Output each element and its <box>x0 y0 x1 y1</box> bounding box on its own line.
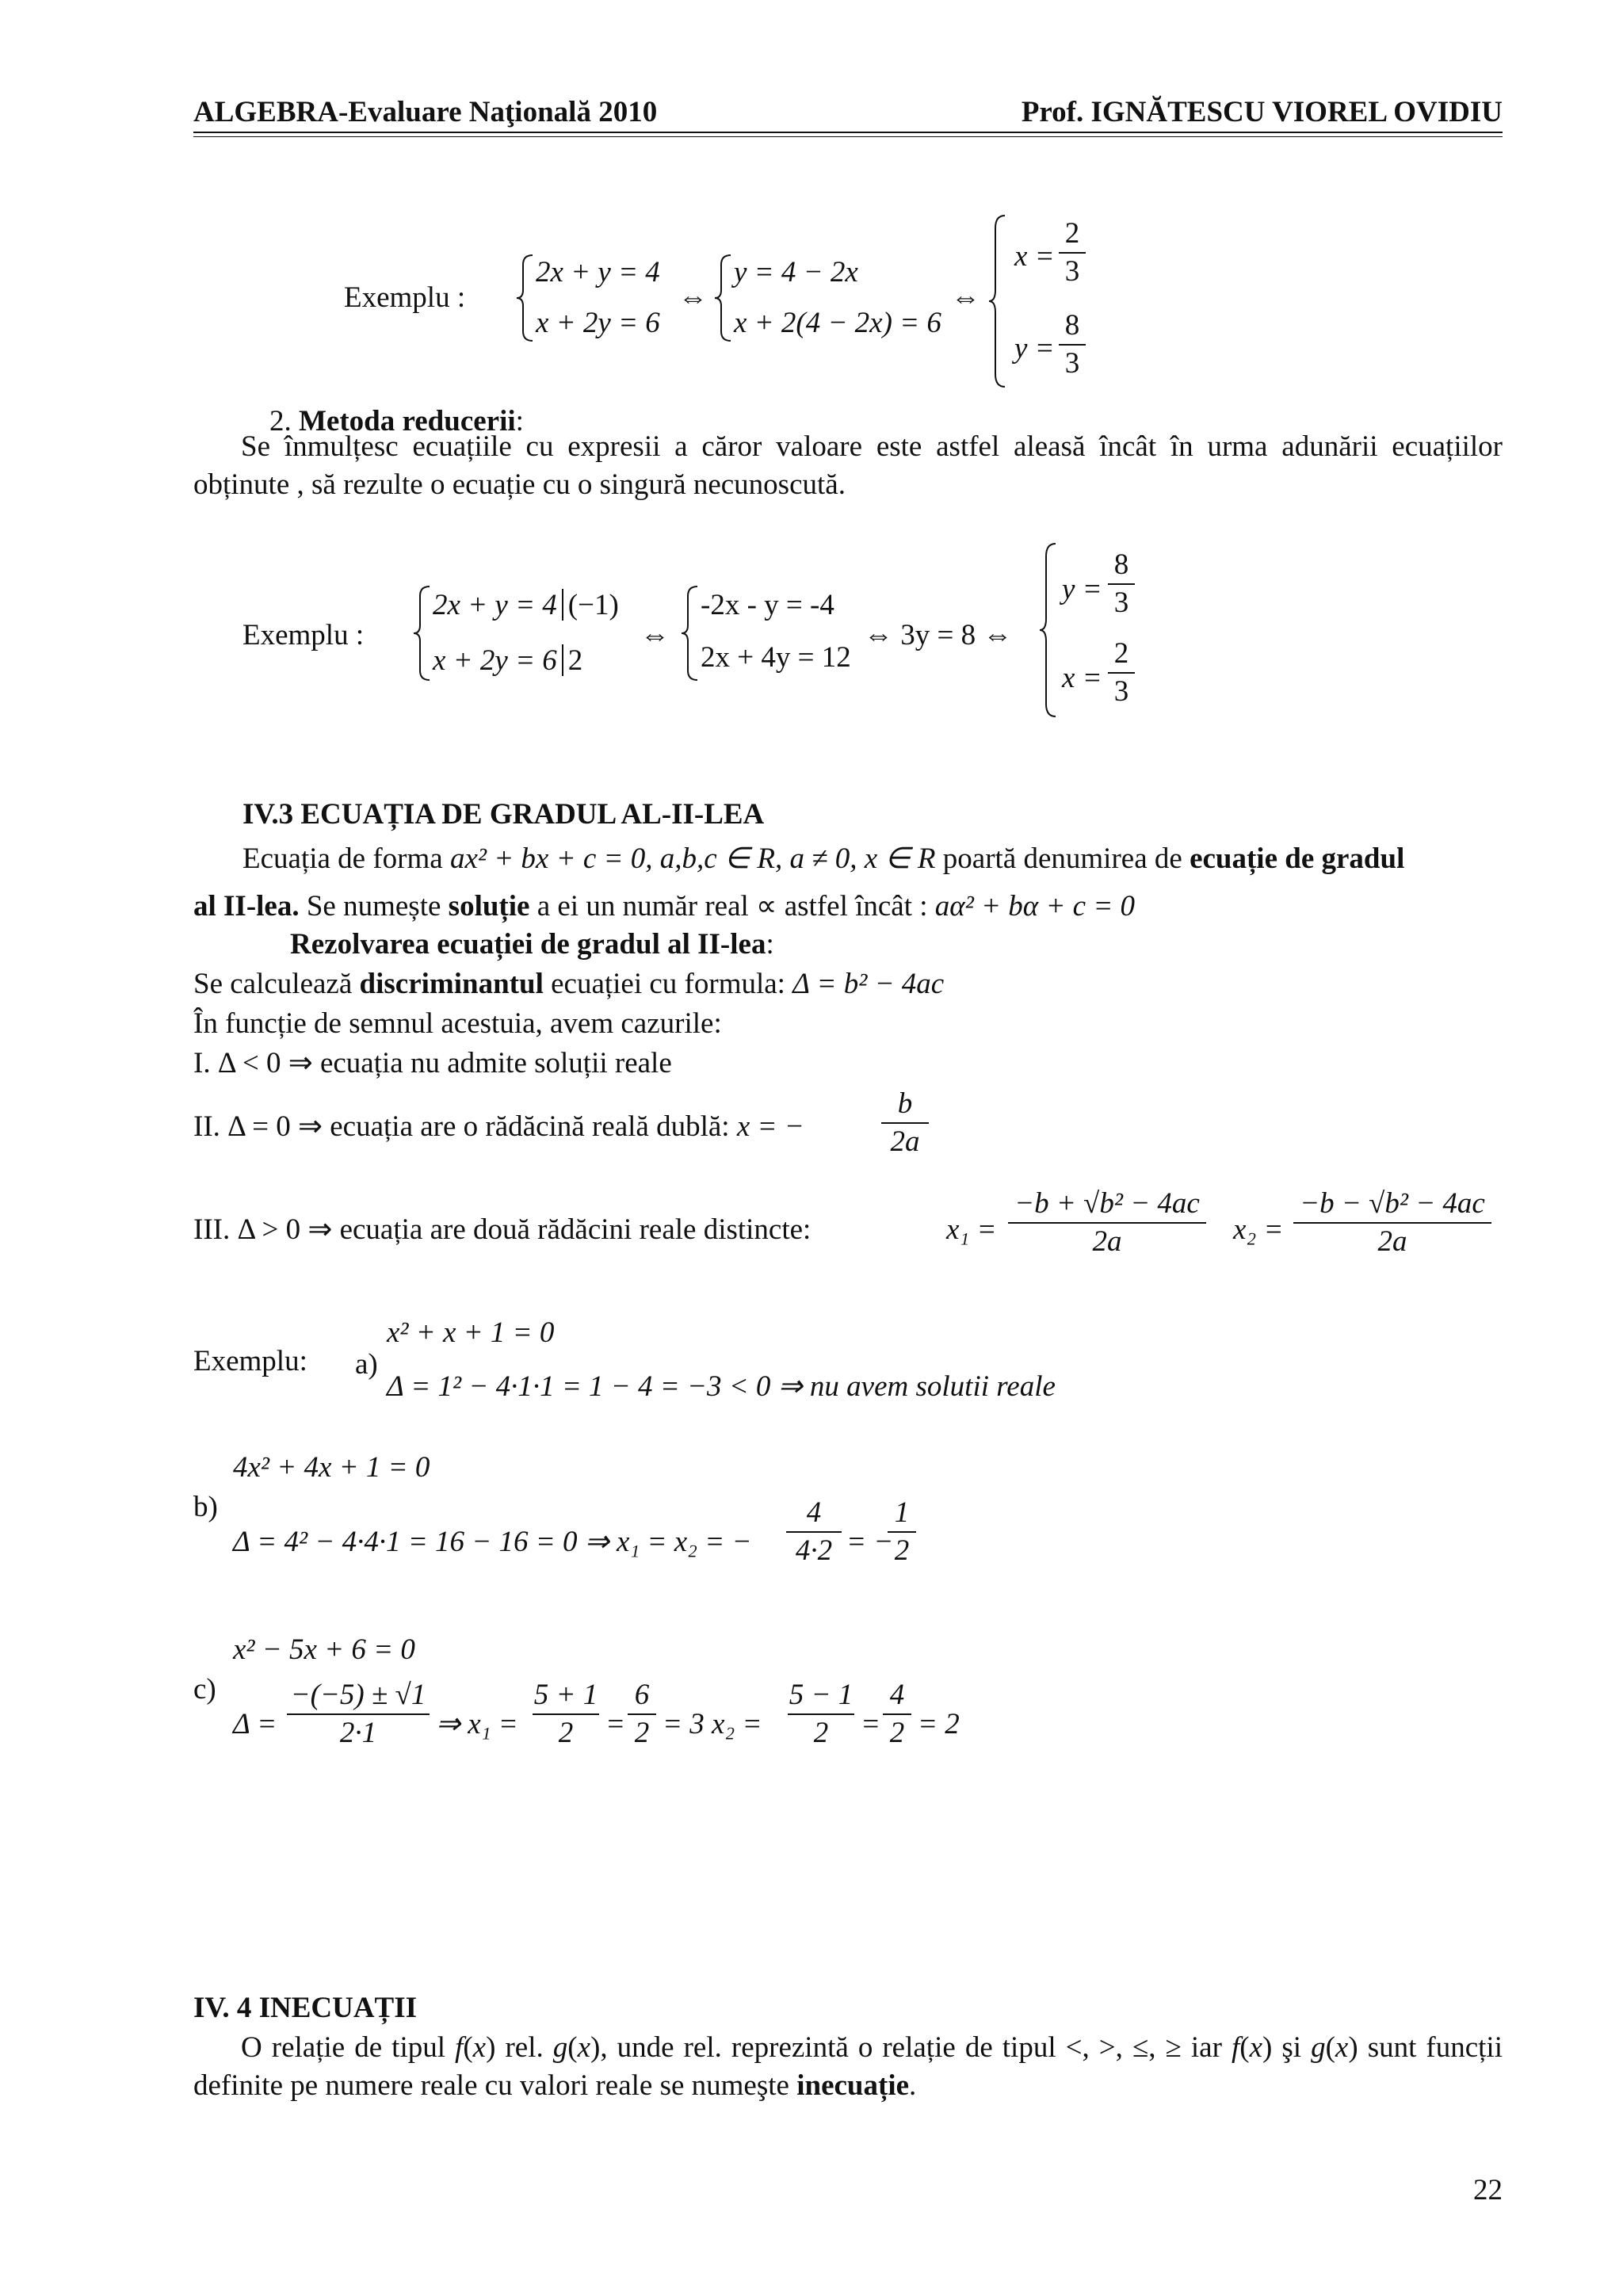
example-c-eq: = <box>605 1708 625 1740</box>
ex2-sys2-eq2: 2x + 4y = 12 <box>701 641 851 674</box>
ex1-sys1-eq1: 2x + y = 4 <box>536 256 660 288</box>
example-c-fraction-4: 4 2 <box>883 1679 911 1750</box>
example-c-fraction-0: −(−5) ± √1 2·1 <box>287 1679 430 1750</box>
header-title: ALGEBRA-Evaluare Naţională 2010 <box>193 96 658 128</box>
equiv-icon: ⇔ <box>951 281 980 314</box>
case3-x1-lhs: x₁ = <box>946 1213 997 1246</box>
ex1-sol-x-lhs: x = <box>1014 240 1055 273</box>
example-c-label: c) <box>193 1673 216 1706</box>
example-c-res2: = 2 <box>918 1708 960 1740</box>
example-c-equation: x² − 5x + 6 = 0 <box>233 1633 415 1666</box>
discriminant-line: Se calculează discriminantul ecuației cu formula: Δ = b² − 4ac <box>193 968 945 1000</box>
example-c-res1: = 3 x₂ = <box>663 1708 762 1740</box>
example-c-x1: ⇒ x₁ = <box>436 1708 518 1740</box>
left-brace-icon <box>412 585 431 682</box>
section3-line2: al II-lea. Se numește soluție a ei un număr real ∝ astfel încât : aα² + bα + c = 0 <box>193 890 1136 923</box>
example-c-fraction-3: 5 − 1 2 <box>789 1679 854 1749</box>
example-b-equation: 4x² + 4x + 1 = 0 <box>233 1451 430 1484</box>
case-2: II. Δ = 0 ⇒ ecuația are o rădăcină reală dublă: x = − <box>193 1110 804 1143</box>
ex1-sol-x-fraction: 2 3 <box>1059 217 1086 288</box>
case3-x2-fraction: −b − √b² − 4ac 2a <box>1293 1187 1491 1259</box>
ex2-sol-x-fraction: 2 3 <box>1108 637 1135 709</box>
page-number: 22 <box>1473 2174 1503 2206</box>
section3-subtitle: Rezolvarea ecuației de gradul al II-lea: <box>290 928 774 961</box>
ex2-sol-x-lhs: x = <box>1062 662 1102 694</box>
ex1-sys2-eq1: y = 4 − 2x <box>734 256 858 288</box>
section3-title: IV.3 ECUAȚIA DE GRADUL AL-II-LEA <box>242 798 765 831</box>
ex2-sol-y-lhs: y = <box>1062 573 1102 606</box>
ex1-sys2-eq2: x + 2(4 − 2x) = 6 <box>734 307 941 339</box>
example-b-discriminant: Δ = 4² − 4·4·1 = 16 − 16 = 0 ⇒ x₁ = x₂ = − <box>233 1526 752 1558</box>
left-brace-icon <box>987 214 1006 388</box>
example-c-fraction-1: 5 + 1 2 <box>533 1679 598 1749</box>
left-brace-icon <box>515 254 534 342</box>
case2-fraction: b 2a <box>881 1087 929 1159</box>
cases-intro: În funcție de semnul acestuia, avem cazurile: <box>193 1007 722 1040</box>
ex1-sys1-eq2: x + 2y = 6 <box>536 307 660 339</box>
case3-x2-lhs: x₂ = <box>1233 1213 1284 1246</box>
header-rule <box>193 132 1503 133</box>
example-a-discriminant: Δ = 1² − 4·1·1 = 1 − 4 = −3 < 0 ⇒ nu avem solutii reale <box>387 1370 1056 1403</box>
example-a-equation: x² + x + 1 = 0 <box>387 1316 555 1349</box>
ex2-sys1-eq2: x + 2y = 6 2 <box>433 644 583 677</box>
example-a-label: a) <box>355 1348 378 1381</box>
page-header <box>193 95 1503 136</box>
ex2-sys1-eq1: 2x + y = 4 (−1) <box>433 589 619 621</box>
section4-title: IV. 4 INECUAȚII <box>193 1992 418 2024</box>
method2-text: Se înmulțesc ecuațiile cu expresii a căror valoare este astfel aleasă încât în urma adunării ecuațiilor obținute , să rezulte o ecuație cu o singură necunoscută. <box>193 430 1503 501</box>
example-b-fraction-2: 1 2 <box>888 1496 916 1568</box>
ex2-mid-step: ⇔ 3y = 8 ⇔ <box>864 619 1013 651</box>
example-c-lhs: Δ = <box>233 1708 277 1740</box>
example-c-eq-2: = <box>861 1708 880 1740</box>
example2-label: Exemplu : <box>242 619 365 651</box>
case3-x1-fraction: −b + √b² − 4ac 2a <box>1008 1187 1206 1259</box>
header-rule-thin <box>193 136 1503 137</box>
method2-title: 2. Metoda reducerii: <box>269 405 524 437</box>
header-author: Prof. IGNĂTESCU VIOREL OVIDIU <box>1021 96 1503 128</box>
equiv-icon: ⇔ <box>678 281 708 314</box>
example-b-label: b) <box>193 1491 218 1523</box>
left-brace-icon <box>1038 542 1057 718</box>
case-3: III. Δ > 0 ⇒ ecuația are două rădăcini reale distincte: <box>193 1213 812 1246</box>
ex1-sol-y-lhs: y = <box>1014 332 1055 365</box>
left-brace-icon <box>680 585 699 682</box>
section4-text: O relație de tipul f(x) rel. g(x), unde rel. reprezintă o relație de tipul <, >, ≤, ≥ iar f(x) şi g(x) sunt funcții definite pe numere reale cu valori reale se numeşte inecuație. <box>193 2031 1503 2102</box>
ex1-sol-y-fraction: 8 3 <box>1059 309 1086 380</box>
left-brace-icon <box>713 254 732 342</box>
example-c-fraction-2: 6 2 <box>628 1679 656 1750</box>
ex2-sol-y-fraction: 8 3 <box>1108 548 1135 620</box>
example-b-fraction-1: 4 4·2 <box>786 1496 842 1568</box>
examples-label: Exemplu: <box>193 1345 307 1377</box>
example1-label: Exemplu : <box>344 281 466 314</box>
section3-line1: Ecuația de forma ax² + bx + c = 0, a,b,c ∈ R, a ≠ 0, x ∈ R poartă denumirea de ecuație de gradul <box>242 842 1405 875</box>
case-1: I. Δ < 0 ⇒ ecuația nu admite soluții reale <box>193 1047 672 1079</box>
equiv-icon: ⇔ <box>640 619 670 651</box>
example-b-mid: = − <box>846 1526 894 1558</box>
ex2-sys2-eq1: -2x - y = -4 <box>701 589 834 621</box>
